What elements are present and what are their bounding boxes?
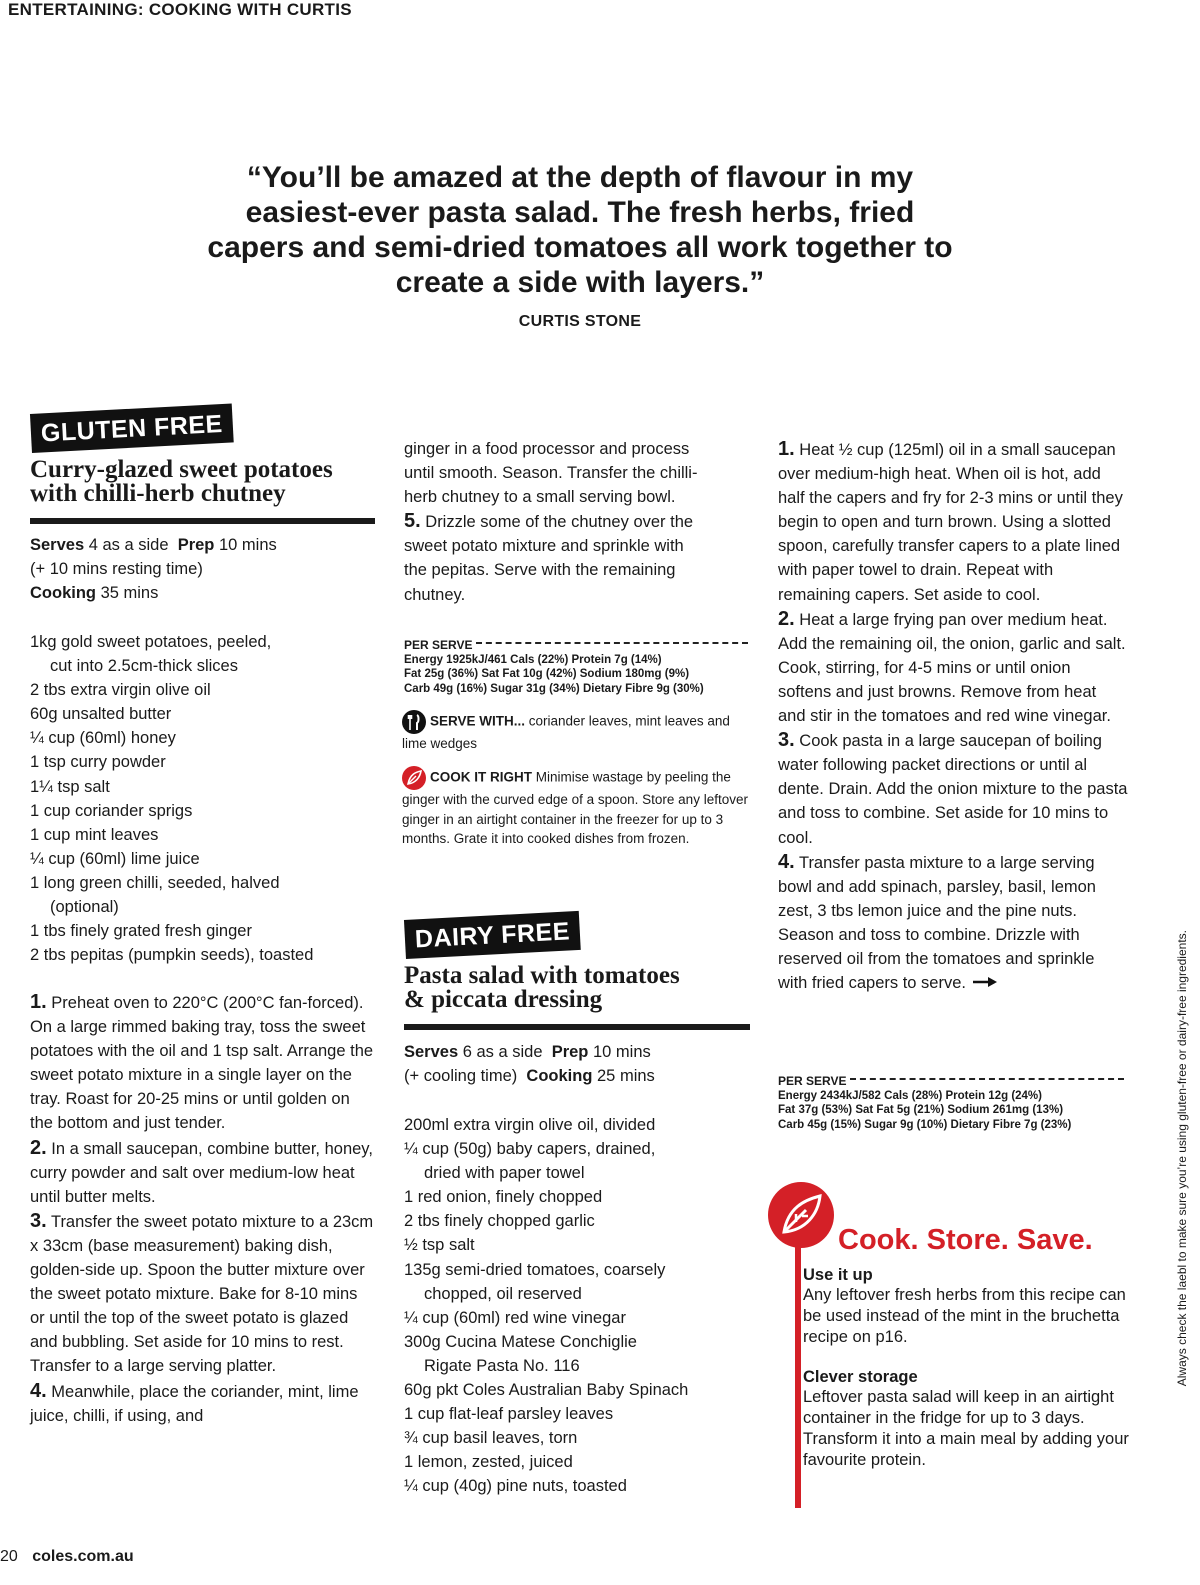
recipe2-meta: Serves 6 as a side Prep 10 mins (+ cooling time) Cooking 25 mins [404, 1043, 655, 1086]
fork-knife-icon [402, 710, 426, 734]
recipe1-header [30, 412, 375, 524]
recipe2-ingredients [404, 1113, 754, 1499]
ingredient: 1¼ tsp salt [30, 777, 110, 796]
ingredient: 1 red onion, finely chopped [404, 1188, 603, 1207]
recipe2-title-rule [404, 1024, 750, 1030]
recipe1-method [30, 990, 375, 1428]
recipe1-title: Curry-glazed sweet potatoes with chilli-herb chutney [30, 456, 333, 507]
recipe2-nutrition: PER SERVE Energy 2434kJ/582 Cals (28%) Protein 12g (24%) Fat 37g (53%) Sat Fat 5g (21%) Sodium 261mg (13%) Carb 45g (15%) Sugar 9g (10%) Dietary Fibre 7g (23%) [778, 1074, 1124, 1132]
panel-body: Use it up Any leftover fresh herbs from this recipe can be used instead of the mint in the bruchetta recipe on p16. Clever storage Leftover pasta salad will keep in an airtight container in the fridge for up to 3 days. Transform it into a main meal by adding your favourite protein. [803, 1266, 1129, 1469]
ingredient: 1 cup flat-leaf parsley leaves [404, 1405, 614, 1424]
ingredient: 300g Cucina Matese Conchiglie [404, 1332, 637, 1351]
method-step: 4. Transfer pasta mixture to a large serving bowl and add spinach, parsley, basil, lemon zest, 3 tbs lemon juice and the pine nuts. Season and toss to combine. Drizzle with reserved oil from the tomatoes and sprinkle with fried capers to serve. [778, 850, 1128, 996]
ingredient: 200ml extra virgin olive oil, divided [404, 1116, 656, 1134]
method-step: 1. Preheat oven to 220°C (200°C fan-forced). On a large rimmed baking tray, toss the sweet potatoes with the oil and 1 tsp salt. Arrange the sweet potato mixture in a single layer on the tray. Roast for 20-25 mins or until golden on the bottom and just tender. [30, 991, 374, 1133]
ingredient: dried with paper towel [424, 1164, 585, 1183]
cook-store-save-panel [766, 1180, 1146, 1510]
leaf-badge-icon [766, 1180, 836, 1248]
recipe1-ingredients [30, 630, 380, 967]
cook-it-right-note: COOK IT RIGHT Minimise wastage by peeling the ginger with the curved edge of a spoon. Store any leftover ginger in an airtight container in the freezer for up to 3 months. Grate it into cooked dishes from frozen. [402, 766, 750, 849]
serve-with-note: SERVE WITH... coriander leaves, mint leaves and lime wedges [402, 710, 750, 754]
arrow-right-icon [971, 972, 999, 996]
ingredient: 1 lemon, zested, juiced [404, 1453, 573, 1472]
leaf-icon [402, 766, 426, 790]
footer [0, 1548, 134, 1566]
method-step: 3. Cook pasta in a large saucepan of boiling water following packet directions or until al dente. Drain. Add the onion mixture to the pasta and toss to combine. Set aside for 10 mins to cool. [778, 729, 1128, 847]
ingredient: 1 long green chilli, seeded, halved [30, 873, 280, 892]
ingredient: 1 tbs finely grated fresh ginger [30, 922, 252, 941]
ingredient: ¼ cup (60ml) lime juice [30, 849, 200, 868]
ingredient: 2 tbs pepitas (pumpkin seeds), toasted [30, 946, 314, 965]
recipe1-title-rule [30, 518, 375, 524]
ingredient: 1 cup coriander sprigs [30, 801, 193, 820]
recipe2-header [404, 918, 750, 1030]
gluten-free-tag: GLUTEN FREE [30, 403, 234, 453]
ingredient: 1 tsp curry powder [30, 753, 166, 772]
quote-attribution: CURTIS STONE [518, 313, 642, 330]
method-step: 4. Meanwhile, place the coriander, mint, lime juice, chilli, if using, and [30, 1379, 359, 1425]
recipe1-meta: Serves 4 as a side Prep 10 mins (+ 10 mins resting time) Cooking 35 mins [30, 536, 277, 603]
ingredient: 60g unsalted butter [30, 705, 172, 724]
ingredient: 2 tbs extra virgin olive oil [30, 681, 211, 700]
ingredient: ¼ cup (50g) baby capers, drained, [404, 1140, 656, 1159]
page-number: 20 [0, 1548, 18, 1565]
recipe1-nutrition: PER SERVE Energy 1925kJ/461 Cals (22%) Protein 7g (14%) Fat 25g (36%) Sat Fat 10g (42%) Sodium 180mg (9%) Carb 49g (16%) Sugar 31g (34%) Dietary Fibre 9g (30%) [404, 638, 748, 696]
pull-quote: “You’ll be amazed at the depth of flavour in my easiest-ever pasta salad. The fresh herbs, fried capers and semi-dried tomatoes all work together to create a side with layers.” [207, 161, 953, 299]
recipe1-method-continued: ginger in a food processor and process until smooth. Season. Transfer the chilli-herb chutney to a small serving bowl. 5. Drizzle some of the chutney over the sweet potato mixture and sprinkle with the pepitas. Serve with the remaining chutney. [404, 437, 704, 607]
ingredient: 1kg gold sweet potatoes, peeled, [30, 633, 272, 651]
ingredient: ¼ cup (60ml) honey [30, 729, 176, 748]
ingredient: Rigate Pasta No. 116 [424, 1356, 580, 1375]
ingredient: ¾ cup basil leaves, torn [404, 1429, 578, 1448]
ingredient: 2 tbs finely chopped garlic [404, 1212, 595, 1231]
ingredient: chopped, oil reserved [424, 1284, 582, 1303]
recipe2-method [778, 437, 1128, 996]
panel-accent-bar [795, 1246, 801, 1508]
dairy-free-tag: DAIRY FREE [404, 911, 581, 959]
ingredient: 135g semi-dried tomatoes, coarsely [404, 1260, 666, 1279]
ingredient: ½ tsp salt [404, 1236, 475, 1255]
ingredient: ¼ cup (40g) pine nuts, toasted [404, 1477, 627, 1496]
section-label: ENTERTAINING: COOKING WITH CURTIS [8, 0, 352, 19]
method-step: 2. In a small saucepan, combine butter, honey, curry powder and salt over medium-low heat until butter melts. [30, 1136, 373, 1206]
method-step: 1. Heat ½ cup (125ml) oil in a small saucepan over medium-high heat. When oil is hot, add half the capers and fry for 2-3 mins or until they begin to open and turn brown. Using a slotted spoon, carefully transfer capers to a plate lined with paper towel to drain. Repeat with remaining capers. Set aside to cool. [778, 438, 1123, 604]
method-step: 5. Drizzle some of the chutney over the sweet potato mixture and sprinkle with the pepitas. Serve with the remaining chutney. [404, 510, 694, 604]
ingredient: ¼ cup (60ml) red wine vinegar [404, 1308, 626, 1327]
panel-title: Cook. Store. Save. [838, 1224, 1093, 1256]
ingredient: 1 cup mint leaves [30, 825, 159, 844]
site-link[interactable]: coles.com.au [32, 1548, 134, 1565]
method-step: 2. Heat a large frying pan over medium heat. Add the remaining oil, the onion, garlic and salt. Cook, stirring, for 4-5 mins or until onion softens and just browns. Remove from heat and stir in the tomatoes and red wine vinegar. [778, 607, 1126, 726]
ingredient: cut into 2.5cm-thick slices [50, 657, 238, 676]
recipe2-title: Pasta salad with tomatoes & piccata dressing [404, 962, 680, 1013]
ingredient: 60g pkt Coles Australian Baby Spinach [404, 1381, 689, 1400]
method-step: 3. Transfer the sweet potato mixture to a 23cm x 33cm (base measurement) baking dish, golden-side up. Spoon the butter mixture over the sweet potato mixture. Bake for 8-10 mins or until the top of the sweet potato is glazed and bubbling. Set aside for 10 mins to rest. Transfer to a large serving platter. [30, 1209, 374, 1376]
ingredient: (optional) [50, 898, 119, 917]
